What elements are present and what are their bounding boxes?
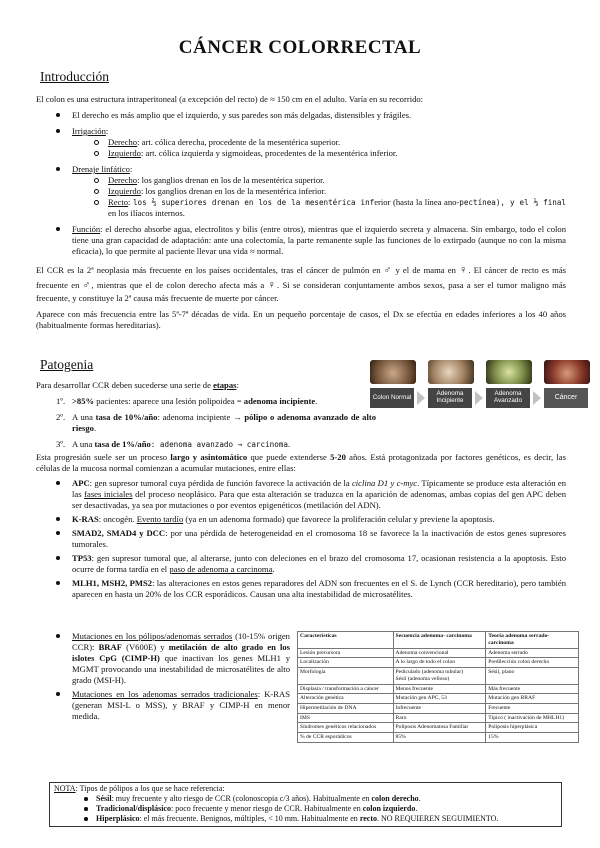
table-cell: Poliposis hiperplásica bbox=[486, 723, 579, 733]
epi-text-b: y el de mama en bbox=[392, 265, 460, 275]
adenoma-incipiente-photo bbox=[428, 360, 474, 384]
stage-item bbox=[36, 439, 376, 450]
epidemiology-paragraph bbox=[36, 263, 566, 304]
note-label: NOTA bbox=[54, 784, 76, 793]
dren-izquierdo-label: Izquierdo bbox=[108, 186, 141, 196]
circle-bullet-icon bbox=[94, 200, 99, 205]
section-heading-introduccion: Introducción bbox=[40, 69, 109, 84]
list-item bbox=[36, 478, 566, 511]
note-lead bbox=[54, 784, 557, 794]
stage-item bbox=[36, 396, 376, 407]
lead-text-a: Para desarrollar CCR deben sucederse una serie de bbox=[36, 380, 214, 390]
epi-text-c: . El cáncer de recto es más frecuente en bbox=[36, 265, 567, 290]
table-row bbox=[298, 668, 579, 684]
tp53-d: . bbox=[272, 564, 275, 574]
table-cell: Típico ( inactivación de MHLH1) bbox=[486, 713, 579, 723]
table-cell: Lesión precursora bbox=[298, 648, 394, 658]
colon-normal-label: Colon Normal bbox=[370, 388, 414, 408]
bullet-icon bbox=[84, 797, 88, 801]
male-icon bbox=[384, 265, 393, 275]
list-item bbox=[36, 186, 566, 197]
stage-number: 1º. bbox=[56, 396, 66, 406]
intro-block bbox=[36, 94, 566, 331]
note-i3-b: : el más frecuente. Benignos, múltiples, < 10 mm. Habitualmente en bbox=[139, 814, 360, 823]
list-item bbox=[36, 631, 290, 686]
dren-recto-text-b: erior (hasta la línea ano- bbox=[374, 197, 460, 207]
list-item: Drenaje linfático: bbox=[36, 164, 566, 175]
table-row bbox=[298, 733, 579, 743]
section-heading-patogenia: Patogenia bbox=[40, 357, 94, 372]
bullet-icon bbox=[56, 129, 60, 133]
stage-item bbox=[36, 412, 376, 434]
mlh-label: MLH1, MSH2, PMS2 bbox=[72, 578, 153, 588]
s1-b: pacientes: aparece una lesión polipoidea = bbox=[94, 396, 244, 406]
list-item: Irrigación: bbox=[36, 126, 566, 137]
table-cell: % de CCR esporádicos bbox=[298, 733, 394, 743]
kras-d: (ya en un adenoma formado) que favorece la proliferación celular y previene la apoptosis. bbox=[183, 514, 495, 524]
tp53-label: TP53 bbox=[72, 553, 92, 563]
kras-b: : oncogén. bbox=[98, 514, 137, 524]
tp53-b: : gen supresor tumoral que, al alterarse, junto con deleciones en el brazo del cromosoma 17, ocasionan resistencia a la apoptosis. Esto ocurre de forma tardía en el bbox=[72, 553, 566, 574]
table-cell: Raro bbox=[393, 713, 486, 723]
table-cell: Localización bbox=[298, 658, 394, 668]
apc-c: ciclina D1 y c-myc bbox=[351, 478, 418, 488]
table-cell: Hipermetilación de DNA bbox=[298, 703, 394, 713]
circle-bullet-icon bbox=[94, 151, 99, 156]
prog-a: Esta progresión suele ser un proceso bbox=[36, 452, 171, 462]
funcion-label: Función bbox=[72, 224, 101, 234]
adenoma-incipiente-label: Adenoma Incipiente bbox=[428, 388, 472, 408]
list-item bbox=[36, 578, 566, 600]
stages-list bbox=[36, 396, 376, 450]
colon-normal-photo bbox=[370, 360, 416, 384]
table-cell: A lo largo de todo el colon bbox=[393, 658, 486, 668]
intro-lead: El colon es una estructura intraperitoneal (a excepción del recto) de ≈ 150 cm en el adulto. Varía en su recorrido: bbox=[36, 94, 424, 104]
list-item bbox=[54, 794, 557, 804]
table-header-cell: Características bbox=[298, 632, 394, 649]
cancer-label: Cáncer bbox=[544, 388, 588, 408]
list-item bbox=[36, 175, 566, 186]
list-item bbox=[54, 804, 557, 814]
irr-izquierdo-text: : art. cólica izquierda y sigmoideas, procedentes de la mesentérica inferior. bbox=[140, 148, 398, 158]
s2-b: tasa de 10%/año bbox=[95, 412, 158, 422]
s2-e: . bbox=[93, 423, 97, 433]
note-lead-text: : Tipos de pólipos a los que se hace referencia: bbox=[75, 784, 225, 793]
dren-recto-text-d: en los ilíacos internos. bbox=[108, 208, 185, 218]
circle-bullet-icon bbox=[94, 178, 99, 183]
table-cell: Menos frecuente bbox=[393, 684, 486, 694]
note-i3-c: recto bbox=[359, 814, 377, 823]
stage-number: 3º. bbox=[56, 439, 66, 449]
dren-recto-sep: : bbox=[128, 197, 133, 207]
serrated-list bbox=[36, 631, 290, 722]
serrated-block bbox=[36, 631, 290, 722]
apc-label: APC bbox=[72, 478, 90, 488]
bullet-icon bbox=[84, 807, 88, 811]
circle-bullet-icon bbox=[94, 189, 99, 194]
table-cell: Frecuente bbox=[486, 703, 579, 713]
female-icon bbox=[268, 280, 277, 290]
mlh-b: : las alteraciones en estos genes reparadores del ADN son frecuentes en el S. de Lynch (CCR hereditario), pero también aparecen en hasta un 20% de los CCR esporádicos. Causan una alta inestabilidad de microsatélites. bbox=[72, 578, 566, 599]
list-item bbox=[36, 137, 566, 148]
table-row bbox=[298, 694, 579, 704]
note-i1-d: . bbox=[418, 794, 421, 803]
s3-d: . bbox=[287, 439, 291, 449]
page-title: CÁNCER COLORRECTAL bbox=[178, 37, 422, 58]
table-cell: Mutación gen APC, 53 bbox=[393, 694, 486, 704]
age-paragraph: Aparece con más frecuencia entre las 5ª-7ª décadas de vida. En un pequeño porcentaje de casos, el Dx se efectúa en edades inferiores a los 40 años (habitualmente formas hereditarias). bbox=[36, 308, 566, 330]
apc-e: fases iniciales bbox=[84, 489, 133, 499]
table-cell: Adenoma convencional bbox=[393, 648, 486, 658]
table-row bbox=[298, 684, 579, 694]
funcion-text: : el derecho absorbe agua, electrolitos y bilis (entre otros), mientras que el izquierdo secreta y almacena. Sin embargo, todo el colon tiene una gran capacidad de adaptación: ante una colectomía, la parte remanente suple las funciones de lo extirpado (aunque no con la misma eficacia), lo que permite al paciente llevar una vida ≈ normal. bbox=[72, 224, 566, 256]
note-box bbox=[49, 782, 562, 827]
prog-b: largo y asintomático bbox=[170, 452, 248, 462]
note-i3-a: Hiperplásico bbox=[96, 814, 140, 823]
bullet-icon bbox=[56, 634, 60, 638]
dren-recto-label: Recto bbox=[108, 197, 129, 207]
dren-derecho-label: Derecho bbox=[108, 175, 138, 185]
pol-b: (10-15% origen CCR): bbox=[72, 631, 290, 652]
bullet-icon bbox=[56, 481, 60, 485]
pol-e: metilación de alto grado en los islotes CpG (CIMP-H) bbox=[72, 642, 290, 663]
table-cell: Sésil, plano bbox=[486, 668, 579, 684]
dren-derecho-text: : los ganglios drenan en los de la mesentérica superior. bbox=[137, 175, 325, 185]
list-item bbox=[36, 514, 566, 525]
table-row bbox=[298, 713, 579, 723]
list-item bbox=[36, 224, 566, 257]
comparison-table bbox=[297, 631, 579, 743]
epi-text-d: , mientras que el de colon derecho afecta más a bbox=[91, 279, 268, 290]
table-cell: IMS bbox=[298, 713, 394, 723]
table-row bbox=[298, 648, 579, 658]
list-item bbox=[36, 197, 566, 219]
irrigacion-label: Irrigación bbox=[72, 126, 106, 136]
table-cell: Predilección colon derecho bbox=[486, 658, 579, 668]
irr-derecho-text: : art. cólica derecha, procedente de la mesentérica superior. bbox=[137, 137, 341, 147]
irr-izquierdo-label: Izquierdo bbox=[108, 148, 141, 158]
s1-d: . bbox=[315, 396, 318, 406]
note-i3-d: . NO REQUIEREN SEGUIMIENTO. bbox=[376, 814, 499, 823]
bullet-icon bbox=[56, 167, 60, 171]
pol-d: (V600E) y bbox=[121, 642, 169, 652]
prog-e: años. Está protagonizada por factores genéticos, es decir, las células de la mucosa normal comienzan a acumular mutaciones, entre ellas: bbox=[36, 452, 566, 473]
table-header-cell: Secuencia adenoma- carcinoma bbox=[393, 632, 486, 649]
bullet-icon bbox=[56, 517, 60, 521]
list-item bbox=[36, 689, 290, 722]
dren-izquierdo-text: : los ganglios drenan en los de la mesentérica inferior. bbox=[140, 186, 327, 196]
pol-a: Mutaciones en los pólipos/adenomas serrados bbox=[72, 631, 233, 641]
table-cell: Pediculado (adenoma tubular) Sésil (adenoma velloso) bbox=[393, 668, 486, 684]
bullet-icon bbox=[56, 113, 60, 117]
table-cell: Adenoma serrado bbox=[486, 648, 579, 658]
bullet-icon bbox=[56, 581, 60, 585]
etapas-label: etapas bbox=[213, 380, 237, 390]
pol-f: que inactivan los genes MLH1 y MGMT provocando una inestabilidad de microsatélites de alto grado (MSI-H). bbox=[72, 653, 290, 685]
bullet-icon bbox=[56, 531, 60, 535]
progression-image-strip bbox=[370, 360, 590, 410]
epi-text-a: El CCR es la 2ª neoplasia más frecuente en los países occidentales, tras el cáncer de pulmón en bbox=[36, 265, 384, 275]
arrow-right-icon bbox=[533, 391, 541, 405]
note-i2-a: Tradicional/displásico bbox=[96, 804, 171, 813]
female-icon bbox=[459, 265, 468, 275]
table-header-row bbox=[298, 632, 579, 649]
adenoma-avanzado-photo bbox=[486, 360, 532, 384]
patogenia-intro bbox=[36, 380, 366, 395]
s2-a: A una bbox=[72, 412, 96, 422]
prog-d: 5-20 bbox=[330, 452, 346, 462]
irr-derecho-label: Derecho bbox=[108, 137, 138, 147]
epi-text-e: . Si se consideran conjuntamente ambos sexos, pasa a ser el tumor maligno más frecuente, y constituye la 2ª causa más frecuente de muerte por cáncer. bbox=[36, 279, 567, 303]
kras-label: K-RAS bbox=[72, 514, 99, 524]
apc-d: . Típicamente se produce esta alteración en las bbox=[72, 478, 567, 499]
bullet-icon bbox=[56, 227, 60, 231]
bullet-icon bbox=[56, 692, 60, 696]
table-cell: Morfología bbox=[298, 668, 394, 684]
mutations-list bbox=[36, 478, 566, 600]
ser-a: Mutaciones en los adenomas serrados tradicionales bbox=[72, 689, 258, 699]
kras-c: Evento tardío bbox=[136, 514, 184, 524]
s3-c: : adenoma avanzado → carcinoma bbox=[150, 440, 288, 449]
stage-number: 2º. bbox=[56, 412, 66, 422]
smad-b: : por una pérdida de heterogeneidad en el cromosoma 18 se favorece la la inactivación de estos genes supresores tumorales. bbox=[72, 528, 566, 549]
table-header-cell: Teoría adenoma serrado- carcinoma bbox=[486, 632, 579, 649]
table-body bbox=[298, 648, 579, 742]
adenoma-avanzado-label: Adenoma Avanzado bbox=[486, 388, 530, 408]
bullet-icon bbox=[56, 556, 60, 560]
intro-list bbox=[36, 110, 566, 257]
progression-paragraph bbox=[36, 452, 566, 474]
table-row bbox=[298, 658, 579, 668]
s3-a: A una bbox=[72, 439, 95, 449]
table-cell: 85% bbox=[393, 733, 486, 743]
s2-c: : adenoma incipiente → bbox=[157, 412, 245, 422]
list-item bbox=[36, 528, 566, 550]
smad-label: SMAD2, SMAD4 y DCC bbox=[72, 528, 166, 538]
table-cell: 15% bbox=[486, 733, 579, 743]
prog-c: que puede extenderse bbox=[247, 452, 331, 462]
table-cell: Alteración genética bbox=[298, 694, 394, 704]
apc-b: : gen supresor tumoral cuya pérdida de función favorece la activación de la bbox=[89, 478, 352, 488]
note-i2-d: . bbox=[415, 804, 418, 813]
list-item bbox=[36, 110, 566, 121]
bullet-icon bbox=[84, 817, 88, 821]
dren-recto-text-c: pectínea), y el ⅓ final bbox=[459, 198, 566, 207]
arrow-right-icon bbox=[417, 391, 425, 405]
s1-c: adenoma incipiente bbox=[243, 396, 316, 406]
list-item bbox=[36, 553, 566, 575]
s1-a: >85% bbox=[72, 396, 95, 406]
s2-d: pólipo o adenoma avanzado de alto riesgo bbox=[72, 412, 377, 433]
patogenia-lead bbox=[36, 380, 366, 391]
s3-b: tasa de 1%/año bbox=[94, 439, 151, 449]
note-i2-b: : poco frecuente y menor riesgo de CCR. Habitualmente en bbox=[170, 804, 363, 813]
tp53-c: paso de adenoma a carcinoma bbox=[169, 564, 273, 574]
mutations-block bbox=[36, 452, 566, 603]
lead-text-c: : bbox=[236, 380, 239, 390]
list-item bbox=[36, 148, 566, 159]
table-row bbox=[298, 723, 579, 733]
pol-c: BRAF bbox=[98, 642, 122, 652]
table-row bbox=[298, 703, 579, 713]
cancer-photo bbox=[544, 360, 590, 384]
drenaje-label: Drenaje linfático bbox=[72, 164, 130, 174]
note-i1-c: colon derecho bbox=[371, 794, 419, 803]
table-cell: Más frecuente bbox=[486, 684, 579, 694]
arrow-right-icon bbox=[475, 391, 483, 405]
table-cell: Mutación gen BRAF bbox=[486, 694, 579, 704]
table-cell: Poliposis Adenomatosa Familiar bbox=[393, 723, 486, 733]
note-i1-b: : muy frecuente y alto riesgo de CCR (colonoscopia c/3 años). Habitualmente en bbox=[111, 794, 372, 803]
list-item bbox=[54, 814, 557, 824]
table-cell: Síndromes genéticos relacionados bbox=[298, 723, 394, 733]
note-i2-c: colon izquierdo bbox=[362, 804, 416, 813]
circle-bullet-icon bbox=[94, 140, 99, 145]
list-item-text: El derecho es más amplio que el izquierdo, y sus paredes son más delgadas, distensibles y frágiles. bbox=[72, 110, 412, 120]
ser-b: : K-RAS (generan MSI-L o MSS), y BRAF y CIMP-H en menor medida. bbox=[72, 689, 290, 721]
dren-recto-text-a: los ⅔ superiores drenan en los de la mesentérica inf bbox=[132, 198, 375, 207]
table-cell: Infrecuente bbox=[393, 703, 486, 713]
note-i1-a: Sésil bbox=[96, 794, 112, 803]
table-cell: Displasia / transformación a cáncer bbox=[298, 684, 394, 694]
apc-f: del proceso neoplásico. Para que esta alteración se traduzca en la aparición de adenomas, ambas copias del gen APC deben ser desactivadas, ya sea por mutaciones o por eventos epigenéticos (metilación del ADN). bbox=[72, 489, 567, 510]
